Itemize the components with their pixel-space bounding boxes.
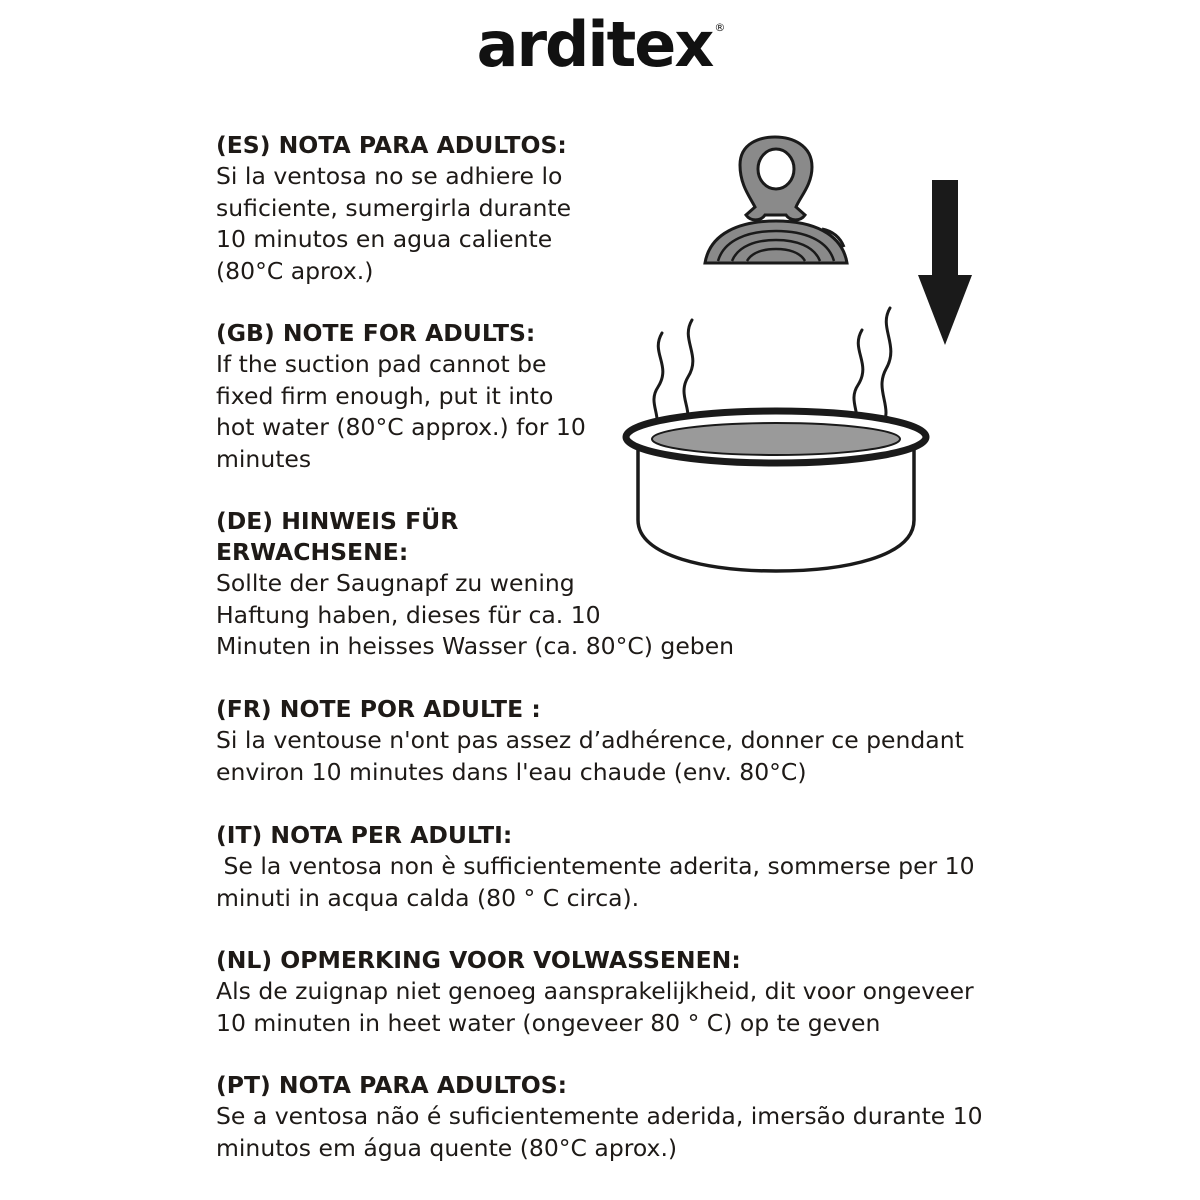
body-line: hot water (80°C approx.) for 10 (216, 413, 586, 441)
body-line: (80°C aprox.) (216, 256, 374, 285)
heading-line: (NL) OPMERKING VOOR VOLWASSENEN: (216, 946, 741, 974)
body-line: Se a ventosa não é suficientemente aderida, imersão durante 10 (216, 1102, 983, 1130)
note-heading (216, 694, 964, 725)
note-heading (216, 945, 974, 976)
note-nl (216, 945, 974, 1039)
down-arrow-icon (918, 180, 972, 345)
body-line: minuti in acqua calda (80 ° C circa). (216, 883, 640, 912)
body-line: Minuten in heisses Wasser (ca. 80°C) geben (216, 632, 735, 660)
body-line: 10 minuten in heet water (ongeveer 80 ° C) op te geven (216, 1008, 881, 1037)
note-gb (216, 318, 586, 475)
body-line: environ 10 minutes dans l'eau chaude (env. 80°C) (216, 757, 807, 786)
heading-line: (DE) HINWEIS FÜR (216, 507, 459, 535)
note-es (216, 130, 571, 287)
body-line: suficiente, sumergirla durante (216, 193, 572, 222)
heading-line: ERWACHSENE: (216, 538, 409, 566)
note-pt (216, 1070, 983, 1164)
pot-icon (626, 411, 926, 571)
note-heading (216, 820, 975, 851)
body-line: Se la ventosa non è sufficientemente aderita, sommerse per 10 (216, 852, 975, 880)
note-fr (216, 694, 964, 788)
note-body (216, 161, 571, 287)
body-line: fixed firm enough, put it into (216, 381, 554, 410)
registered-mark: ® (714, 21, 724, 34)
note-body (216, 851, 975, 914)
note-it (216, 820, 975, 914)
heading-line: (FR) NOTE POR ADULTE : (216, 695, 541, 723)
body-line: Als de zuignap niet genoeg aansprakelijkheid, dit voor ongeveer (216, 977, 974, 1005)
brand-logo (0, 8, 1200, 81)
note-body (216, 725, 964, 788)
heading-line: (ES) NOTA PARA ADULTOS: (216, 131, 567, 159)
body-line: Sollte der Saugnapf zu wening (216, 569, 575, 597)
suction-cup-icon (705, 137, 847, 263)
note-heading (216, 1070, 983, 1101)
body-line: minutos em água quente (80°C aprox.) (216, 1133, 678, 1162)
note-heading (216, 318, 586, 349)
heating-illustration (600, 125, 1000, 585)
body-line: If the suction pad cannot be (216, 350, 547, 378)
note-body (216, 976, 974, 1039)
heading-line: (GB) NOTE FOR ADULTS: (216, 319, 536, 347)
body-line: Si la ventosa no se adhiere lo (216, 162, 563, 190)
heading-line: (PT) NOTA PARA ADULTOS: (216, 1071, 568, 1099)
body-line: 10 minutos en agua caliente (216, 225, 553, 253)
brand-logo-text: arditex (476, 8, 713, 81)
note-heading (216, 130, 571, 161)
body-line: Haftung haben, dieses für ca. 10 (216, 600, 601, 629)
note-body (216, 349, 586, 475)
heading-line: (IT) NOTA PER ADULTI: (216, 821, 513, 849)
body-line: Si la ventouse n'ont pas assez d’adhérence, donner ce pendant (216, 726, 964, 754)
body-line: minutes (216, 444, 312, 473)
note-body (216, 1101, 983, 1164)
